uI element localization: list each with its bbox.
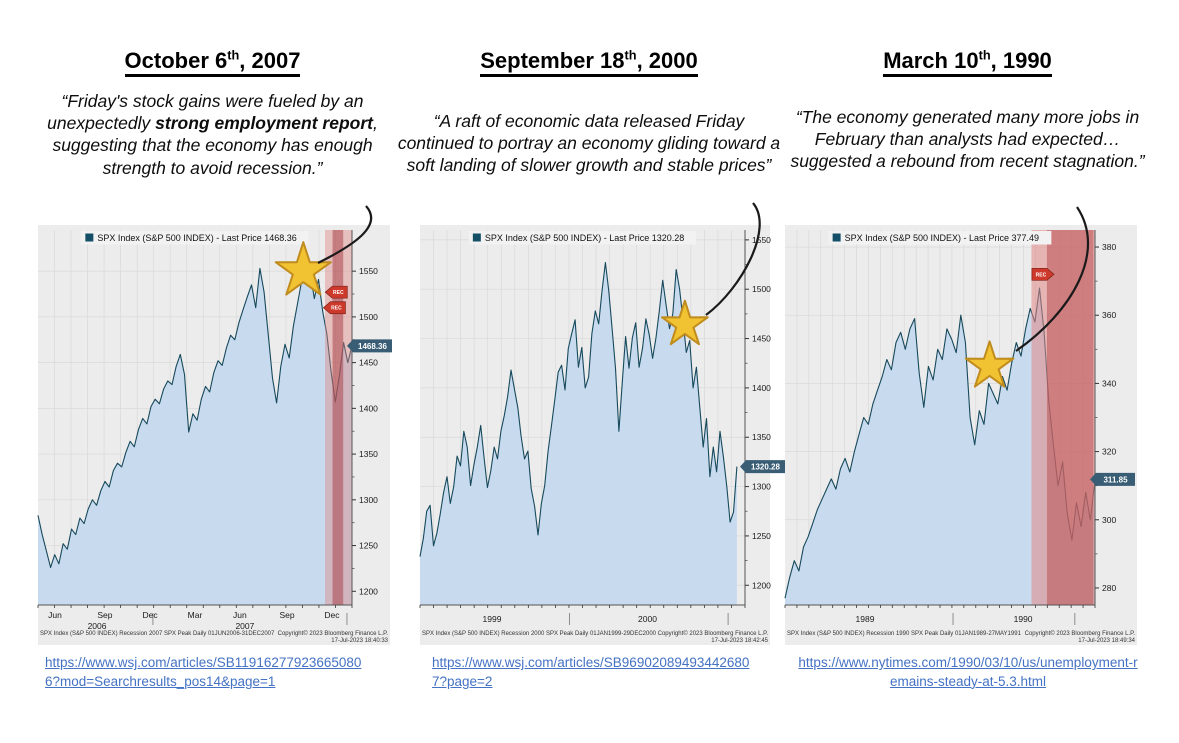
- recession-tag-label: REC: [333, 290, 344, 297]
- last-price-value: 1320.28: [751, 462, 780, 472]
- quote-segment: , suggesting that the economy has enough strength to avoid recession.”: [52, 113, 378, 178]
- y-axis-tick-label: 1300: [359, 494, 378, 505]
- y-axis-tick-label: 1200: [752, 580, 771, 591]
- date-title-superscript: th: [978, 48, 991, 63]
- quote-text: [782, 106, 1153, 173]
- date-title-year: , 1990: [990, 48, 1052, 74]
- y-axis-tick-label: 300: [1102, 514, 1117, 525]
- date-title-text: October 6: [124, 48, 228, 74]
- recession-band-dark: [1047, 230, 1094, 605]
- x-axis-month-label: Sep: [97, 610, 113, 620]
- chart-canvas: [38, 225, 390, 645]
- chart-footer-timestamp: 17-Jul-2023 18:42:45: [711, 638, 768, 644]
- quote-segment: “Friday's stock gains were fueled by an unexpectedly: [47, 91, 364, 134]
- quote-text: [397, 110, 781, 177]
- chart-canvas: [420, 225, 780, 645]
- y-axis-tick-label: 340: [1102, 378, 1117, 389]
- chart-legend: SPX Index (S&P 500 INDEX) - Last Price 377.49: [844, 233, 1040, 243]
- y-axis-tick-label: 1250: [359, 540, 378, 551]
- y-axis-tick-label: 1450: [752, 333, 771, 344]
- chart-footer-copyright: Copyright© 2023 Bloomberg Finance L.P.: [1024, 631, 1135, 637]
- legend-swatch: [833, 234, 841, 242]
- y-axis-tick-label: 380: [1102, 242, 1117, 253]
- legend-swatch: [473, 234, 481, 242]
- chart-column-1990: [780, 0, 1155, 743]
- date-title-superscript: th: [624, 48, 637, 63]
- chart-legend: SPX Index (S&P 500 INDEX) - Last Price 1468.36: [97, 233, 297, 243]
- chart-column-2000: [397, 0, 781, 743]
- y-axis-tick-label: 280: [1102, 582, 1117, 593]
- chart-footer-left: SPX Index (S&P 500 INDEX) Recession 2000 SPX Peak Daily 01JAN1999-29DEC2000: [422, 631, 657, 637]
- chart-legend: SPX Index (S&P 500 INDEX) - Last Price 1320.28: [484, 233, 685, 243]
- y-axis-tick-label: 1450: [359, 357, 378, 368]
- last-price-value: 1468.36: [358, 341, 387, 351]
- x-axis-year-label: 1999: [482, 614, 502, 624]
- x-axis-month-label: Jun: [48, 610, 62, 620]
- last-price-value: 311.85: [1103, 475, 1128, 485]
- y-axis-tick-label: 1500: [359, 311, 378, 322]
- x-axis-year-label: 1990: [1013, 614, 1033, 624]
- y-axis-tick-label: 1250: [752, 530, 771, 541]
- y-axis-tick-label: 1550: [752, 234, 771, 245]
- x-axis-month-label: Sep: [279, 610, 295, 620]
- y-axis-tick-label: 1400: [752, 382, 771, 393]
- x-axis-month-label: Mar: [187, 610, 203, 620]
- quote-segment: “A raft of economic data released Friday continued to portray an economy gliding toward a soft landing of slower growth and stable prices”: [397, 111, 781, 176]
- date-title: [30, 48, 395, 74]
- recession-tag-label: REC: [331, 305, 342, 312]
- y-axis-tick-label: 1400: [359, 403, 378, 414]
- date-title-superscript: th: [227, 48, 240, 63]
- y-axis-tick-label: 1500: [752, 284, 771, 295]
- date-title-year: , 2000: [636, 48, 698, 74]
- y-axis-tick-label: 1550: [359, 266, 378, 277]
- x-axis-year-label: 2007: [235, 621, 255, 631]
- chart-column-2007: [30, 0, 395, 743]
- chart-footer-timestamp: 17-Jul-2023 18:49:34: [1078, 638, 1135, 644]
- chart-footer-timestamp: 17-Jul-2023 18:40:33: [331, 638, 388, 644]
- chart-footer-left: SPX Index (S&P 500 INDEX) Recession 1990 SPX Peak Daily 01JAN1989-27MAY1991: [787, 631, 1021, 637]
- quote-segment: “The economy generated many more jobs in February than analysts had expected… suggested a rebound from recent stagnation.”: [790, 107, 1145, 172]
- x-axis-month-label: Dec: [324, 610, 340, 620]
- bloomberg-chart: [38, 225, 390, 650]
- article-link[interactable]: https://www.wsj.com/articles/SB119162779236650806?mod=Searchresults_pos14&page=1: [45, 655, 362, 689]
- y-axis-tick-label: 320: [1102, 446, 1117, 457]
- x-axis-month-label: Jun: [233, 610, 247, 620]
- y-axis-tick-label: 1350: [359, 449, 378, 460]
- article-link[interactable]: https://www.nytimes.com/1990/03/10/us/unemployment-remains-steady-at-5.3.html: [798, 655, 1138, 689]
- date-title: [780, 48, 1155, 74]
- recession-tag-label: REC: [1035, 272, 1047, 279]
- date-title-text: September 18: [480, 48, 625, 74]
- legend-swatch: [85, 234, 93, 242]
- date-title-year: , 2007: [239, 48, 301, 74]
- date-title: [403, 48, 775, 74]
- y-axis-tick-label: 360: [1102, 310, 1117, 321]
- chart-canvas: [785, 225, 1137, 645]
- quote-text: [42, 90, 383, 179]
- quote-segment: strong employment report: [155, 113, 373, 134]
- x-axis-year-label: 1989: [855, 614, 875, 624]
- article-link[interactable]: https://www.wsj.com/articles/SB969020894934426807?page=2: [432, 655, 750, 689]
- chart-footer-copyright: Copyright© 2023 Bloomberg Finance L.P.: [277, 631, 388, 637]
- bloomberg-chart: [785, 225, 1137, 650]
- x-axis-year-label: 2000: [638, 614, 657, 624]
- y-axis-tick-label: 1300: [752, 481, 771, 492]
- chart-footer-left: SPX Index (S&P 500 INDEX) Recession 2007 SPX Peak Daily 01JUN2006-31DEC2007: [40, 631, 275, 637]
- y-axis-tick-label: 1200: [359, 586, 378, 597]
- bloomberg-chart: [420, 225, 780, 650]
- chart-footer-copyright: Copyright© 2023 Bloomberg Finance L.P.: [657, 631, 768, 637]
- y-axis-tick-label: 1350: [752, 432, 771, 443]
- date-title-text: March 10: [883, 48, 979, 74]
- x-axis-month-label: Dec: [142, 610, 158, 620]
- x-axis-year-label: 2006: [87, 621, 107, 631]
